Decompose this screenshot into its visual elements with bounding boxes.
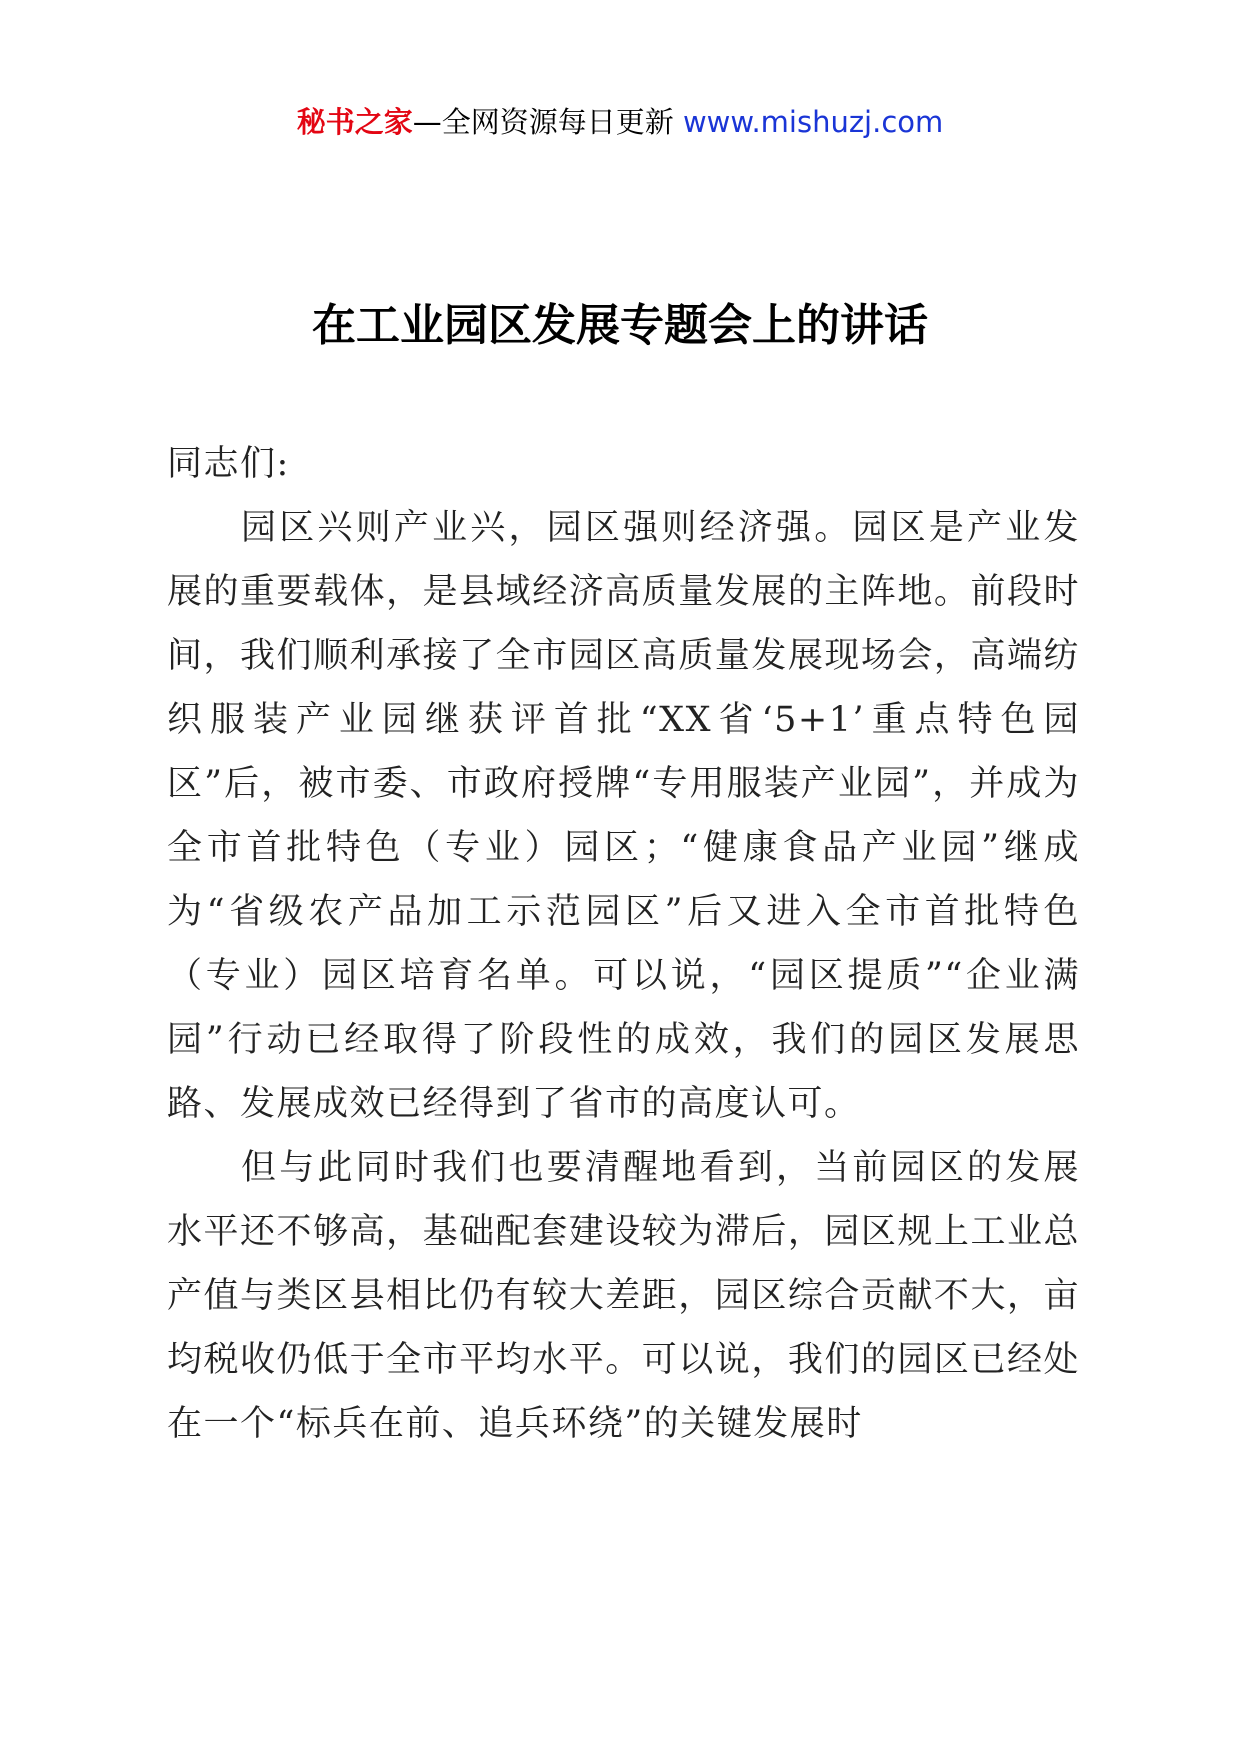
header-tagline: —全网资源每日更新 — [412, 105, 683, 139]
site-header — [0, 100, 1240, 144]
site-url-link[interactable]: www.mishuzj.com — [682, 105, 944, 139]
paragraph: 园区兴则产业兴，园区强则经济强。园区是产业发展的重要载体，是县域经济高质量发展的主阵地。前段时间，我们顺利承接了全市园区高质量发展现场会，高端纺织服装产业园继获评首批“XX省‘5+1’重点特色园区”后，被市委、市政府授牌“专用服装产业园”，并成为全市首批特色（专业）园区；“健康食品产业园”继成为“省级农产品加工示范园区”后又进入全市首批特色（专业）园区培育名单。可以说，“园区提质”“企业满园”行动已经取得了阶段性的成效，我们的园区发展思路、发展成效已经得到了省市的高度认可。 — [167, 508, 1080, 1124]
salutation: 同志们: — [167, 444, 290, 484]
document-body — [167, 432, 1080, 1456]
paragraph: 但与此同时我们也要清醒地看到，当前园区的发展水平还不够高，基础配套建设较为滞后，园区规上工业总产值与类区县相比仍有较大差距，园区综合贡献不大，亩均税收仍低于全市平均水平。可以说，我们的园区已经处在一个“标兵在前、追兵环绕”的关键发展时 — [167, 1148, 1080, 1444]
brand-name: 秘书之家 — [296, 105, 413, 139]
document-title: 在工业园区发展专题会上的讲话 — [312, 300, 928, 351]
